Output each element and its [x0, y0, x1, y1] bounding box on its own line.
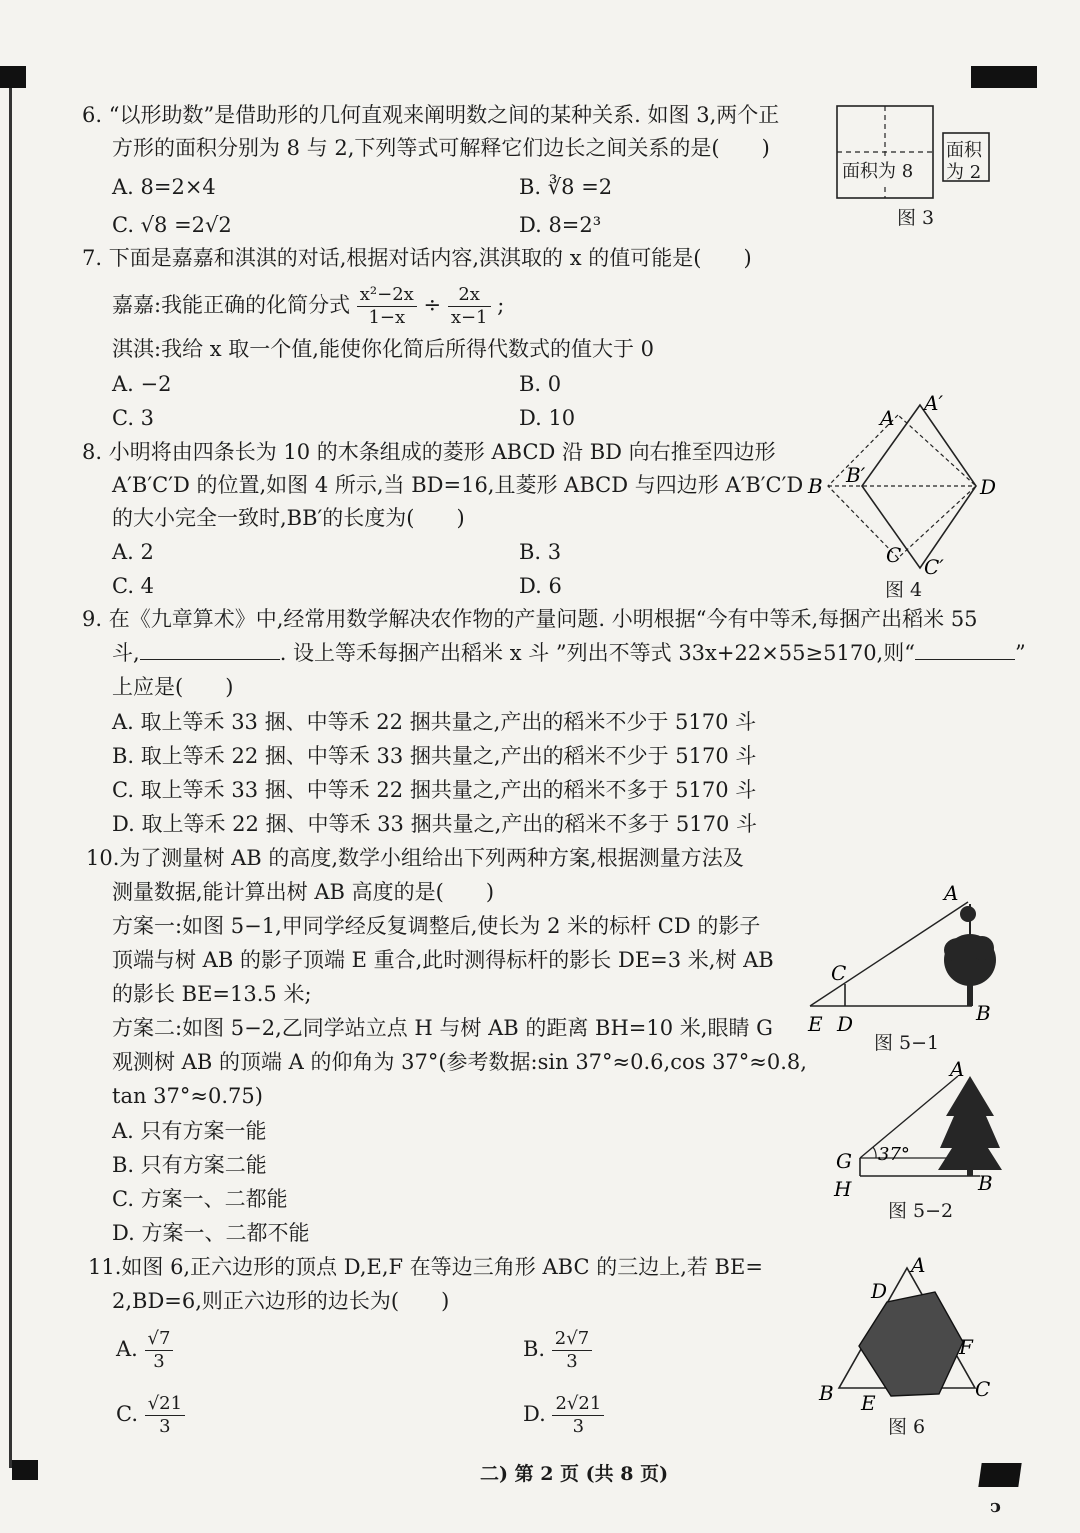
fig3-small-square-label-1: 面积 [946, 140, 982, 161]
q11-option-a-prefix: A. [116, 1337, 138, 1361]
q8-option-b: B. 3 [519, 540, 562, 564]
q6-option-b: B. ∛8 =2 [519, 175, 613, 199]
q10-stem-line1: 10.为了测量树 AB 的高度,数学小组给出下列两种方案,根据测量方法及 [86, 846, 744, 870]
fig3-caption: 图 3 [897, 207, 935, 229]
q6-stem-line2: 方形的面积分别为 8 与 2,下列等式可解释它们边长之间关系的是( ) [112, 136, 770, 160]
figure-6 [815, 1250, 1005, 1420]
q8-option-d: D. 6 [519, 574, 562, 598]
q10-plan2-line1: 方案二:如图 5−2,乙同学站立点 H 与树 AB 的距离 BH=10 米,眼睛 G [112, 1016, 773, 1040]
q11-option-b-prefix: B. [523, 1337, 546, 1361]
figure-4 [800, 390, 1000, 580]
q11-option-d [523, 1393, 604, 1438]
fig52-tree-icon [938, 1076, 1002, 1176]
fig4-label-C: C [886, 543, 902, 567]
q6-stem-line1: 6. “以形助数”是借助形的几何直观来阐明数之间的某种关系. 如图 3,两个正 [82, 103, 780, 127]
fig51-label-B: B [976, 1001, 991, 1025]
q11-option-b-fraction: $\frac{2√7}{3}$ [552, 1328, 592, 1373]
fig52-label-B: B [978, 1171, 993, 1195]
fig4-label-C-prime: C′ [924, 555, 944, 579]
q9-option-c: C. 取上等禾 33 捆、中等禾 22 捆共量之,产出的稻米不多于 5170 斗 [112, 778, 757, 802]
q9-blank-2 [915, 639, 1015, 660]
q10-option-a: A. 只有方案一能 [112, 1119, 267, 1143]
q11-option-c-prefix: C. [116, 1402, 138, 1426]
page-footer: 二) 第 2 页 (共 8 页) [480, 1463, 669, 1485]
fig6-label-F: F [959, 1335, 973, 1359]
q7-divide-sign: ÷ [423, 293, 442, 317]
q9-line2-part-b: . 设上等禾每捆产出稻米 x 斗 ”列出不等式 33x+22×55≥5170,则“ [279, 641, 915, 665]
q9-option-a: A. 取上等禾 33 捆、中等禾 22 捆共量之,产出的稻米不少于 5170 斗 [112, 710, 757, 734]
fig6-label-E: E [861, 1391, 876, 1415]
figure-5-1 [800, 880, 1005, 1040]
q9-blank-1 [140, 639, 280, 660]
q11-option-d-prefix: D. [523, 1402, 546, 1426]
q7-jiajia-prefix: 嘉嘉:我能正确的化简分式 [112, 293, 351, 317]
fig51-label-C: C [831, 961, 847, 985]
q11-stem-line2: 2,BD=6,则正六边形的边长为( ) [112, 1289, 450, 1313]
q7-option-b: B. 0 [519, 372, 562, 396]
q11-option-d-fraction: $\frac{2√21}{3}$ [552, 1393, 604, 1438]
figure-5-2 [830, 1058, 1010, 1198]
q7-jiajia [112, 284, 504, 329]
fig52-angle-label: 37° [878, 1144, 910, 1165]
fig4-label-D: D [980, 475, 997, 499]
q11-stem-line1: 11.如图 6,正六边形的顶点 D,E,F 在等边三角形 ABC 的三边上,若 BE= [88, 1255, 763, 1279]
corner-mark-top-right [971, 66, 1037, 88]
fig51-label-E: E [808, 1012, 823, 1036]
binding-line [9, 88, 12, 1468]
q6-option-c: C. √8 =2√2 [112, 213, 232, 237]
q7-fraction-2: $\frac{2x}{x-1}$ [448, 284, 491, 329]
fig6-caption: 图 6 [888, 1416, 926, 1438]
fig52-label-G: G [836, 1149, 852, 1173]
q7-stem-line1: 7. 下面是嘉嘉和淇淇的对话,根据对话内容,淇淇取的 x 的值可能是( ) [82, 246, 752, 270]
q10-option-d: D. 方案一、二都不能 [112, 1221, 310, 1245]
q10-plan1-line2: 顶端与树 AB 的影子顶端 E 重合,此时测得标杆的影长 DE=3 米,树 AB [112, 948, 774, 972]
fig3-small-square-label-2: 为 2 [946, 162, 982, 183]
fig52-caption: 图 5−2 [888, 1200, 954, 1222]
fig4-label-A: A [880, 406, 895, 430]
q6-option-a: A. 8=2×4 [112, 175, 216, 199]
q10-stem-line2: 测量数据,能计算出树 AB 高度的是( ) [112, 880, 495, 904]
q8-option-c: C. 4 [112, 574, 155, 598]
fig6-label-A: A [911, 1253, 926, 1277]
q10-plan1-line1: 方案一:如图 5−1,甲同学经反复调整后,使长为 2 米的标杆 CD 的影子 [112, 914, 761, 938]
q10-plan1-line3: 的影长 BE=13.5 米; [112, 982, 312, 1006]
q7-jiajia-suffix: ; [497, 293, 505, 317]
fig4-label-A-prime: A′ [924, 391, 943, 415]
fig51-caption: 图 5−1 [874, 1032, 940, 1054]
fig6-label-B: B [819, 1381, 834, 1405]
fig4-label-B-prime: B′ [846, 463, 866, 487]
q10-plan2-line3: tan 37°≈0.75) [112, 1084, 263, 1108]
q9-stem-line2 [112, 638, 1026, 668]
q10-plan2-line2: 观测树 AB 的顶端 A 的仰角为 37°(参考数据:sin 37°≈0.6,cos 37°≈0.8, [112, 1050, 807, 1074]
fig6-label-C: C [975, 1377, 991, 1401]
q8-stem-line1: 8. 小明将由四条长为 10 的木条组成的菱形 ABCD 沿 BD 向右推至四边形 [82, 440, 776, 464]
fig6-label-D: D [871, 1279, 888, 1303]
q7-qiqi: 淇淇:我给 x 取一个值,能使你化简后所得代数式的值大于 0 [112, 337, 654, 361]
fig52-label-A: A [950, 1058, 965, 1081]
corner-glyph: ↄ [990, 1496, 1001, 1517]
q11-option-c [116, 1393, 185, 1438]
q9-stem-line1: 9. 在《九章算术》中,经常用数学解决农作物的产量问题. 小明根据“今有中等禾,每捆产出稻米 55 [82, 607, 978, 631]
fig52-label-H: H [834, 1177, 852, 1198]
q9-stem-line3: 上应是( ) [112, 675, 234, 699]
q11-option-b [523, 1328, 592, 1373]
fig4-caption: 图 4 [885, 579, 923, 601]
q9-line2-part-c: ” [1014, 641, 1026, 665]
corner-mark-bottom-left [12, 1460, 38, 1480]
q8-stem-line3: 的大小完全一致时,BB′的长度为( ) [112, 506, 465, 530]
q11-option-c-fraction: $\frac{√21}{3}$ [145, 1393, 185, 1438]
q6-option-d: D. 8=2³ [519, 213, 602, 237]
q8-option-a: A. 2 [112, 540, 154, 564]
q11-option-a-fraction: $\frac{√7}{3}$ [145, 1328, 174, 1373]
fig4-label-B: B [808, 474, 823, 498]
q9-option-d: D. 取上等禾 22 捆、中等禾 33 捆共量之,产出的稻米不多于 5170 斗 [112, 812, 758, 836]
corner-mark-top-left [0, 66, 26, 88]
q9-option-b: B. 取上等禾 22 捆、中等禾 33 捆共量之,产出的稻米不少于 5170 斗 [112, 744, 757, 768]
q10-option-c: C. 方案一、二都能 [112, 1187, 288, 1211]
q10-option-b: B. 只有方案二能 [112, 1153, 267, 1177]
q11-option-a [116, 1328, 173, 1373]
corner-mark-bottom-right [978, 1463, 1021, 1487]
q7-option-c: C. 3 [112, 406, 155, 430]
q9-line2-part-a: 斗, [112, 641, 140, 665]
fig51-label-A: A [944, 881, 959, 905]
fig51-tree-icon [944, 906, 996, 1006]
q8-stem-line2: A′B′C′D 的位置,如图 4 所示,当 BD=16,且菱形 ABCD 与四边形 A′B′C′D [112, 473, 804, 497]
fig3-big-square-label: 面积为 8 [842, 157, 913, 183]
fig51-label-D: D [837, 1012, 854, 1036]
q7-fraction-1: $\frac{\text{x²−2x}}{1-x}$ [357, 284, 417, 329]
q7-option-a: A. −2 [112, 372, 172, 396]
q7-option-d: D. 10 [519, 406, 576, 430]
